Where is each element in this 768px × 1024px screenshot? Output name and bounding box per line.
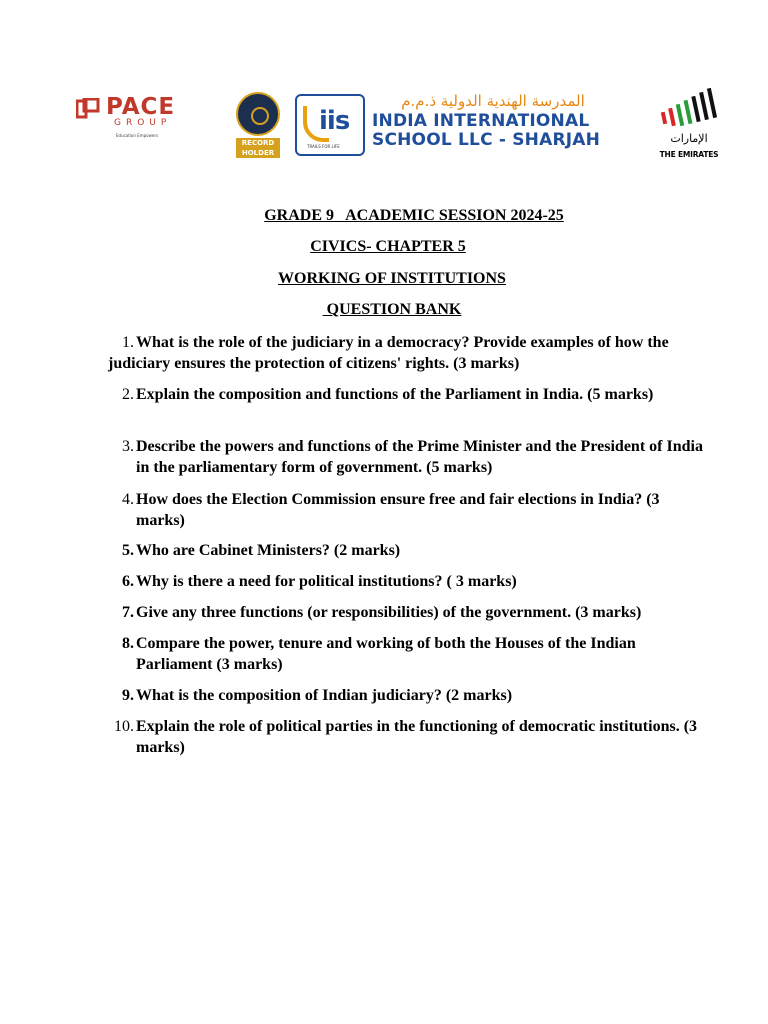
grade-session-title: GRADE 9 ACADEMIC SESSION 2024-25: [264, 207, 564, 224]
question-text: What is the role of the judiciary in a democracy? Provide examples of how the judiciary ensures the protection of citizens' rights. (3 marks): [108, 334, 669, 372]
pace-subtitle: GROUP: [114, 118, 172, 128]
question-text: Describe the powers and functions of the Prime Minister and the President of India in the parliamentary form of government. (5 marks): [136, 438, 703, 476]
emblem-mark: iis: [319, 106, 350, 136]
pace-wordmark: PACE: [106, 94, 176, 120]
question-item: [108, 384, 708, 405]
emirates-arabic: الإمارات: [670, 132, 708, 145]
question-bank-title: QUESTION BANK: [322, 301, 462, 318]
question-text: Compare the power, tenure and working of both the Houses of the Indian Parliament (3 marks): [136, 635, 636, 673]
question-item: [108, 489, 708, 531]
question-item: [108, 602, 708, 623]
question-item: [108, 716, 708, 758]
pace-group-logo: [76, 94, 204, 138]
question-text: What is the composition of Indian judiciary? (2 marks): [136, 687, 513, 704]
question-number: 9.: [122, 687, 134, 704]
school-emblem: [295, 94, 365, 156]
question-text: Explain the composition and functions of the Parliament in India. (5 marks): [136, 386, 654, 403]
question-number: 3.: [122, 438, 134, 455]
the-emirates-logo: [656, 84, 736, 164]
question-item: [108, 436, 708, 478]
chapter-title: CIVICS- CHAPTER 5: [310, 238, 466, 255]
topic-title: WORKING OF INSTITUTIONS: [278, 270, 506, 287]
guinness-record-badge: [234, 92, 282, 158]
question-item: [108, 633, 708, 675]
pace-tagline: Education Empowers: [116, 133, 159, 138]
question-number: 5.: [122, 542, 134, 559]
question-text: How does the Election Commission ensure free and fair elections in India? (3 marks): [136, 491, 660, 529]
school-name-arabic: المدرسة الهندية الدولية ذ.م.م: [401, 92, 585, 110]
question-number: 6.: [122, 573, 134, 590]
question-text: Give any three functions (or responsibilities) of the government. (3 marks): [136, 604, 642, 621]
question-item: [108, 332, 708, 374]
school-name-block: [372, 90, 614, 150]
question-number: 1.: [122, 334, 134, 351]
emirates-english: THE EMIRATES: [659, 150, 719, 159]
question-number: 2.: [122, 386, 134, 403]
question-number: 7.: [122, 604, 134, 621]
question-number: 8.: [122, 635, 134, 652]
question-number: 10.: [114, 718, 134, 735]
question-text: Explain the role of political parties in the functioning of democratic institutions. (3 marks): [136, 718, 698, 756]
school-name-line2: SCHOOL LLC - SHARJAH: [372, 130, 601, 150]
guinness-label: RECORD HOLDER: [236, 138, 280, 158]
school-name-line1: INDIA INTERNATIONAL: [372, 111, 590, 131]
guinness-seal-icon: [236, 92, 280, 136]
emblem-tagline: TRAILS FOR LIFE: [307, 144, 340, 149]
header-logos: [0, 84, 768, 164]
question-item: [108, 571, 708, 592]
question-item: [108, 685, 708, 706]
question-text: Why is there a need for political institutions? ( 3 marks): [136, 573, 517, 590]
pace-mark-icon: [76, 98, 102, 120]
emirates-bars-icon: [660, 86, 722, 134]
question-number: 4.: [122, 491, 134, 508]
question-text: Who are Cabinet Ministers? (2 marks): [136, 542, 401, 559]
question-item: [108, 540, 708, 561]
